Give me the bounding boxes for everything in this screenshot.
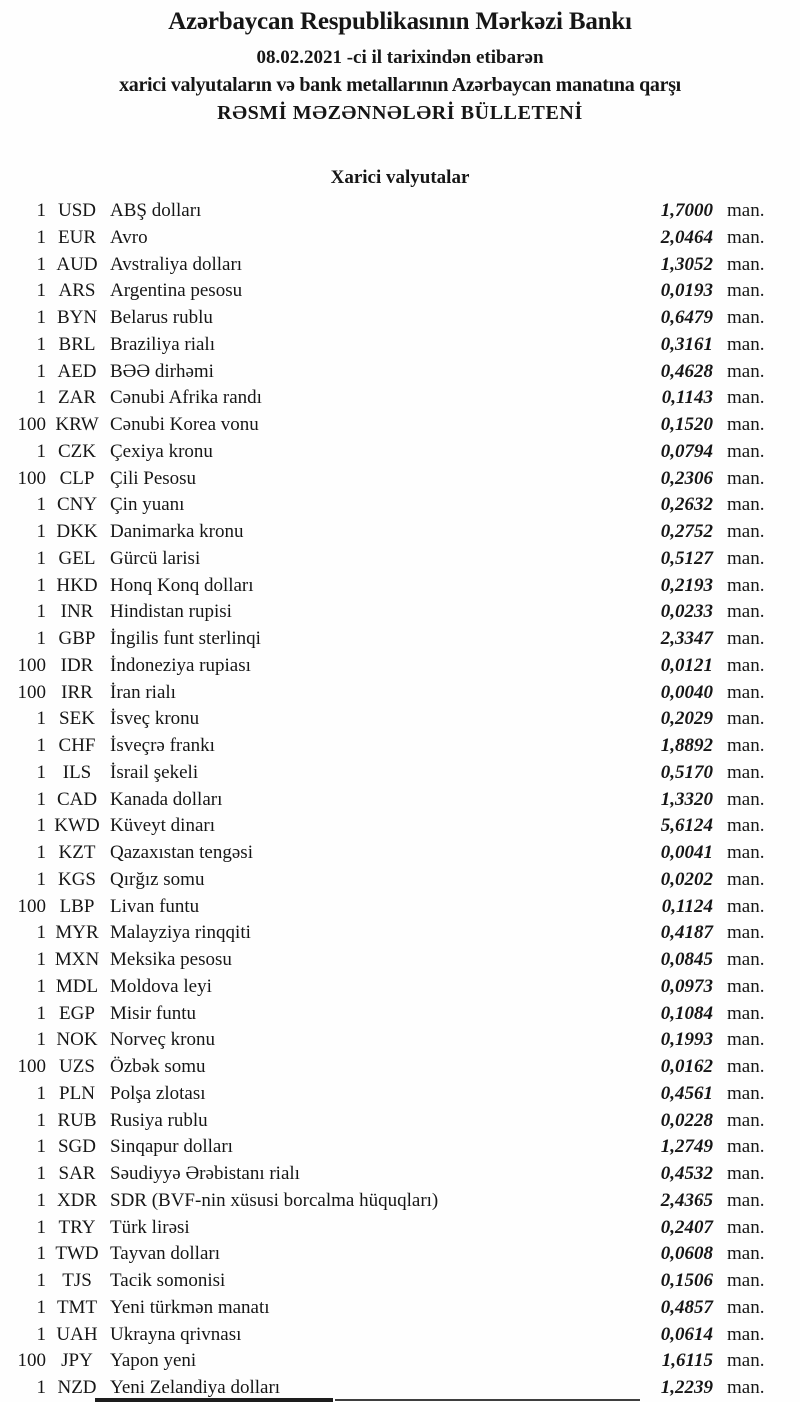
- currency-name: Kanada dolları: [110, 788, 223, 810]
- currency-name: Norveç kronu: [110, 1029, 215, 1051]
- currency-code: IRR: [61, 681, 93, 703]
- quantity: 100: [17, 654, 46, 676]
- currency-code: CNY: [56, 494, 98, 516]
- table-row: [0, 519, 800, 546]
- table-row: [0, 278, 800, 305]
- quantity: 1: [36, 1377, 46, 1398]
- currency-code: SEK: [59, 708, 95, 730]
- rate-unit: man.: [727, 467, 765, 489]
- currency-name: Yeni Zelandiya dolları: [110, 1377, 281, 1398]
- table-row: [0, 974, 800, 1001]
- currency-code: RUB: [57, 1109, 97, 1131]
- currency-name: BƏƏ dirhəmi: [110, 360, 214, 382]
- rate-value: 0,2407: [660, 1216, 713, 1238]
- currency-code: KZT: [58, 842, 96, 863]
- rate-value: 0,1506: [660, 1270, 713, 1291]
- table-row: [0, 894, 800, 921]
- currency-name: Çili Pesosu: [110, 467, 197, 489]
- quantity: 1: [36, 307, 46, 328]
- currency-code: BYN: [56, 307, 98, 328]
- table-row: [0, 813, 800, 840]
- currency-name: Polşa zlotası: [110, 1082, 206, 1104]
- currency-name: Cənubi Afrika randı: [110, 387, 262, 409]
- table-row: [0, 305, 800, 332]
- rates-table: [0, 198, 800, 1402]
- rate-value: 0,0845: [660, 949, 713, 970]
- currency-code: KWD: [54, 815, 100, 837]
- rate-unit: man.: [727, 654, 765, 676]
- currency-name: Hindistan rupisi: [110, 601, 232, 623]
- table-row: [0, 385, 800, 412]
- currency-name: Belarus rublu: [110, 307, 213, 328]
- quantity: 1: [36, 601, 46, 623]
- rate-value: 0,4561: [660, 1082, 713, 1104]
- rate-value: 0,0121: [660, 654, 713, 676]
- currency-name: Türk lirəsi: [110, 1216, 190, 1238]
- rate-unit: man.: [727, 895, 765, 917]
- quantity: 1: [36, 1136, 46, 1158]
- currency-name: Tayvan dolları: [110, 1243, 220, 1265]
- table-row: [0, 1215, 800, 1242]
- table-row: [0, 1348, 800, 1375]
- rate-value: 1,7000: [660, 200, 713, 221]
- table-row: [0, 252, 800, 279]
- quantity: 100: [17, 681, 46, 703]
- currency-name: Rusiya rublu: [110, 1109, 208, 1131]
- table-row: [0, 760, 800, 787]
- rate-unit: man.: [727, 200, 765, 221]
- section-title-foreign-currencies: Xarici valyutalar: [330, 167, 470, 188]
- quantity: 1: [36, 1082, 46, 1104]
- table-row: [0, 332, 800, 359]
- rate-unit: man.: [727, 1296, 765, 1318]
- rate-unit: man.: [727, 440, 765, 462]
- quantity: 1: [36, 922, 46, 944]
- table-row: [0, 1054, 800, 1081]
- quantity: 100: [17, 1056, 46, 1077]
- quantity: 100: [17, 895, 46, 917]
- currency-code: MYR: [55, 922, 99, 944]
- rate-value: 0,4628: [660, 360, 713, 382]
- rate-value: 0,1084: [660, 1002, 713, 1024]
- rate-value: 0,0193: [660, 280, 713, 302]
- currency-name: Livan funtu: [110, 895, 200, 917]
- currency-name: ABŞ dolları: [110, 200, 202, 221]
- rate-value: 1,3052: [660, 253, 713, 275]
- currency-name: Avro: [110, 226, 148, 248]
- rate-value: 0,1143: [661, 387, 713, 409]
- rate-unit: man.: [727, 226, 765, 248]
- quantity: 1: [36, 1109, 46, 1131]
- table-row: [0, 840, 800, 867]
- quantity: 1: [36, 949, 46, 970]
- currency-code: ILS: [62, 761, 92, 783]
- rate-value: 0,2632: [660, 494, 713, 516]
- rate-value: 0,2193: [660, 574, 713, 596]
- rate-value: 2,4365: [660, 1189, 713, 1211]
- rate-value: 0,2029: [660, 708, 713, 730]
- currency-code: XDR: [56, 1189, 98, 1211]
- currency-code: NOK: [56, 1029, 98, 1051]
- rate-value: 0,0162: [660, 1056, 713, 1077]
- rate-unit: man.: [727, 521, 765, 542]
- table-row: [0, 947, 800, 974]
- table-row: [0, 225, 800, 252]
- currency-name: Qırğız somu: [110, 868, 205, 890]
- currency-name: Səudiyyə Ərəbistanı rialı: [110, 1163, 300, 1184]
- rate-value: 0,0794: [660, 440, 713, 462]
- rate-value: 0,0228: [660, 1109, 713, 1131]
- table-row: [0, 1134, 800, 1161]
- quantity: 1: [36, 761, 46, 783]
- currency-code: NZD: [57, 1377, 97, 1398]
- quantity: 1: [36, 1216, 46, 1238]
- currency-code: JPY: [61, 1350, 93, 1372]
- scope-line: xarici valyutaların və bank metallarının Azərbaycan manatına qarşı: [119, 74, 681, 96]
- quantity: 1: [36, 440, 46, 462]
- rate-value: 0,5170: [660, 761, 713, 783]
- table-row: [0, 1027, 800, 1054]
- rate-unit: man.: [727, 949, 765, 970]
- table-row: [0, 359, 800, 386]
- currency-code: GBP: [58, 628, 96, 649]
- rate-unit: man.: [727, 414, 765, 435]
- rate-unit: man.: [727, 1056, 765, 1077]
- quantity: 1: [36, 494, 46, 516]
- currency-name: Malayziya rinqqiti: [110, 922, 251, 944]
- currency-name: İsrail şekeli: [110, 761, 199, 783]
- currency-code: SGD: [57, 1136, 96, 1158]
- table-row: [0, 787, 800, 814]
- table-row: [0, 1295, 800, 1322]
- table-row: [0, 1108, 800, 1135]
- quantity: 1: [36, 788, 46, 810]
- currency-code: USD: [57, 200, 96, 221]
- quantity: 1: [36, 1029, 46, 1051]
- table-row: [0, 1081, 800, 1108]
- quantity: 1: [36, 253, 46, 275]
- currency-name: Özbək somu: [110, 1056, 206, 1077]
- table-row: [0, 680, 800, 707]
- currency-code: CZK: [58, 440, 96, 462]
- currency-code: INR: [60, 601, 94, 623]
- quantity: 100: [17, 1350, 46, 1372]
- quantity: 1: [36, 226, 46, 248]
- rate-value: 0,2752: [660, 521, 713, 542]
- truncated-next-row-fragment: [335, 1399, 640, 1402]
- rate-unit: man.: [727, 494, 765, 516]
- rate-unit: man.: [727, 681, 765, 703]
- currency-code: KGS: [57, 868, 96, 890]
- rate-value: 0,1124: [661, 895, 713, 917]
- quantity: 1: [36, 280, 46, 302]
- currency-code: AUD: [56, 253, 98, 275]
- currency-code: EGP: [59, 1002, 95, 1024]
- currency-name: İsveçrə frankı: [110, 735, 215, 756]
- rate-value: 0,5127: [660, 547, 713, 569]
- currency-code: LBP: [59, 895, 95, 917]
- currency-code: TMT: [56, 1296, 98, 1318]
- rate-unit: man.: [727, 922, 765, 944]
- currency-name: Danimarka kronu: [110, 521, 244, 542]
- rate-value: 0,4187: [660, 922, 713, 944]
- rate-value: 1,8892: [660, 735, 713, 756]
- table-row: [0, 733, 800, 760]
- table-row: [0, 198, 800, 225]
- table-row: [0, 412, 800, 439]
- table-row: [0, 1161, 800, 1188]
- currency-code: UZS: [59, 1056, 95, 1077]
- currency-name: Avstraliya dolları: [110, 253, 243, 275]
- currency-code: CLP: [59, 467, 95, 489]
- rate-unit: man.: [727, 1216, 765, 1238]
- quantity: 1: [36, 1002, 46, 1024]
- quantity: 1: [36, 333, 46, 355]
- quantity: 1: [36, 815, 46, 837]
- currency-name: Ukrayna qrivnası: [110, 1323, 242, 1345]
- currency-code: CAD: [56, 788, 98, 810]
- table-row: [0, 466, 800, 493]
- rate-unit: man.: [727, 1243, 765, 1265]
- quantity: 100: [17, 414, 46, 435]
- rate-value: 2,3347: [660, 628, 713, 649]
- table-row: [0, 920, 800, 947]
- table-row: [0, 653, 800, 680]
- currency-code: ZAR: [58, 387, 96, 409]
- rate-value: 1,2239: [660, 1377, 713, 1398]
- table-row: [0, 1268, 800, 1295]
- table-row: [0, 1241, 800, 1268]
- rate-value: 0,2306: [660, 467, 713, 489]
- currency-name: Yeni türkmən manatı: [110, 1296, 270, 1318]
- rate-unit: man.: [727, 1082, 765, 1104]
- currency-name: Misir funtu: [110, 1002, 197, 1024]
- table-row: [0, 867, 800, 894]
- quantity: 100: [17, 467, 46, 489]
- table-row: [0, 706, 800, 733]
- rate-unit: man.: [727, 975, 765, 997]
- currency-code: HKD: [56, 574, 98, 596]
- quantity: 1: [36, 628, 46, 649]
- currency-name: Çexiya kronu: [110, 440, 213, 462]
- quantity: 1: [36, 521, 46, 542]
- rate-unit: man.: [727, 280, 765, 302]
- currency-code: DKK: [56, 521, 98, 542]
- rate-unit: man.: [727, 574, 765, 596]
- quantity: 1: [36, 1270, 46, 1291]
- quantity: 1: [36, 1296, 46, 1318]
- table-row: [0, 1322, 800, 1349]
- currency-code: SAR: [58, 1163, 96, 1184]
- table-row: [0, 599, 800, 626]
- quantity: 1: [36, 1163, 46, 1184]
- rate-value: 0,4532: [660, 1163, 713, 1184]
- rate-unit: man.: [727, 815, 765, 837]
- rate-value: 0,3161: [660, 333, 713, 355]
- rate-unit: man.: [727, 360, 765, 382]
- rate-unit: man.: [727, 1163, 765, 1184]
- quantity: 1: [36, 547, 46, 569]
- currency-code: TJS: [62, 1270, 92, 1291]
- currency-code: MXN: [54, 949, 100, 970]
- currency-name: Küveyt dinarı: [110, 815, 216, 837]
- currency-code: CHF: [58, 735, 96, 756]
- rate-value: 0,6479: [660, 307, 713, 328]
- currency-name: Argentina pesosu: [110, 280, 243, 302]
- quantity: 1: [36, 574, 46, 596]
- rate-value: 0,0233: [660, 601, 713, 623]
- currency-code: PLN: [59, 1082, 95, 1104]
- currency-code: IDR: [60, 654, 94, 676]
- quantity: 1: [36, 1243, 46, 1265]
- rate-unit: man.: [727, 1029, 765, 1051]
- rate-unit: man.: [727, 1189, 765, 1211]
- currency-code: GEL: [58, 547, 96, 569]
- rate-unit: man.: [727, 307, 765, 328]
- table-row: [0, 1188, 800, 1215]
- rate-unit: man.: [727, 628, 765, 649]
- currency-code: UAH: [56, 1323, 98, 1345]
- currency-code: TWD: [55, 1243, 99, 1265]
- rate-value: 0,0040: [660, 681, 713, 703]
- quantity: 1: [36, 1323, 46, 1345]
- rate-unit: man.: [727, 547, 765, 569]
- rate-unit: man.: [727, 1270, 765, 1291]
- effective-date-line: 08.02.2021 -ci il tarixindən etibarən: [256, 47, 544, 68]
- currency-code: EUR: [58, 226, 96, 248]
- currency-name: Honq Konq dolları: [110, 574, 254, 596]
- rate-value: 0,1993: [660, 1029, 713, 1051]
- rate-value: 0,0041: [660, 842, 713, 863]
- quantity: 1: [36, 975, 46, 997]
- table-row: [0, 546, 800, 573]
- currency-name: Tacik somonisi: [110, 1270, 226, 1291]
- currency-name: Moldova leyi: [110, 975, 212, 997]
- bulletin-title: RƏSMİ MƏZƏNNƏLƏRİ BÜLLETENİ: [217, 102, 583, 124]
- rate-value: 1,3320: [660, 788, 713, 810]
- rate-value: 1,2749: [660, 1136, 713, 1158]
- currency-name: SDR (BVF-nin xüsusi borcalma hüquqları): [110, 1189, 439, 1211]
- currency-code: TRY: [58, 1216, 96, 1238]
- rate-unit: man.: [727, 1377, 765, 1398]
- truncated-next-row-fragment: [95, 1398, 333, 1402]
- rate-unit: man.: [727, 1109, 765, 1131]
- currency-name: Çin yuanı: [110, 494, 185, 516]
- rate-value: 1,6115: [661, 1350, 713, 1372]
- rate-unit: man.: [727, 868, 765, 890]
- rate-value: 0,4857: [660, 1296, 713, 1318]
- rate-unit: man.: [727, 253, 765, 275]
- currency-code: BRL: [58, 333, 96, 355]
- rate-value: 0,0202: [660, 868, 713, 890]
- table-row: [0, 573, 800, 600]
- quantity: 1: [36, 868, 46, 890]
- rate-unit: man.: [727, 735, 765, 756]
- currency-name: İran rialı: [110, 681, 176, 703]
- bank-name: Azərbaycan Respublikasının Mərkəzi Bankı: [168, 8, 632, 35]
- currency-name: Meksika pesosu: [110, 949, 232, 970]
- quantity: 1: [36, 360, 46, 382]
- rate-unit: man.: [727, 1002, 765, 1024]
- quantity: 1: [36, 842, 46, 863]
- currency-name: Sinqapur dolları: [110, 1136, 233, 1158]
- currency-name: İngilis funt sterlinqi: [110, 628, 261, 649]
- rate-unit: man.: [727, 387, 765, 409]
- currency-name: Gürcü larisi: [110, 547, 201, 569]
- currency-code: ARS: [58, 280, 96, 302]
- rate-unit: man.: [727, 842, 765, 863]
- table-row: [0, 1001, 800, 1028]
- quantity: 1: [36, 200, 46, 221]
- rate-value: 0,0973: [660, 975, 713, 997]
- rate-unit: man.: [727, 1136, 765, 1158]
- table-row: [0, 439, 800, 466]
- rate-unit: man.: [727, 601, 765, 623]
- currency-name: İsveç kronu: [110, 708, 200, 730]
- rate-value: 5,6124: [660, 815, 713, 837]
- quantity: 1: [36, 708, 46, 730]
- currency-code: KRW: [55, 414, 99, 435]
- rate-value: 0,1520: [660, 414, 713, 435]
- currency-code: MDL: [55, 975, 99, 997]
- rate-unit: man.: [727, 788, 765, 810]
- rate-value: 2,0464: [660, 226, 713, 248]
- currency-name: Cənubi Korea vonu: [110, 414, 259, 435]
- rate-unit: man.: [727, 761, 765, 783]
- currency-name: Braziliya rialı: [110, 333, 215, 355]
- quantity: 1: [36, 387, 46, 409]
- table-row: [0, 492, 800, 519]
- rate-value: 0,0614: [660, 1323, 713, 1345]
- currency-code: AED: [57, 360, 97, 382]
- rate-unit: man.: [727, 1323, 765, 1345]
- rate-unit: man.: [727, 333, 765, 355]
- quantity: 1: [36, 735, 46, 756]
- rate-value: 0,0608: [660, 1243, 713, 1265]
- currency-name: Qazaxıstan tengəsi: [110, 842, 253, 863]
- rate-unit: man.: [727, 1350, 765, 1372]
- rate-unit: man.: [727, 708, 765, 730]
- currency-name: İndoneziya rupiası: [110, 654, 251, 676]
- table-row: [0, 626, 800, 653]
- currency-name: Yapon yeni: [110, 1350, 197, 1372]
- quantity: 1: [36, 1189, 46, 1211]
